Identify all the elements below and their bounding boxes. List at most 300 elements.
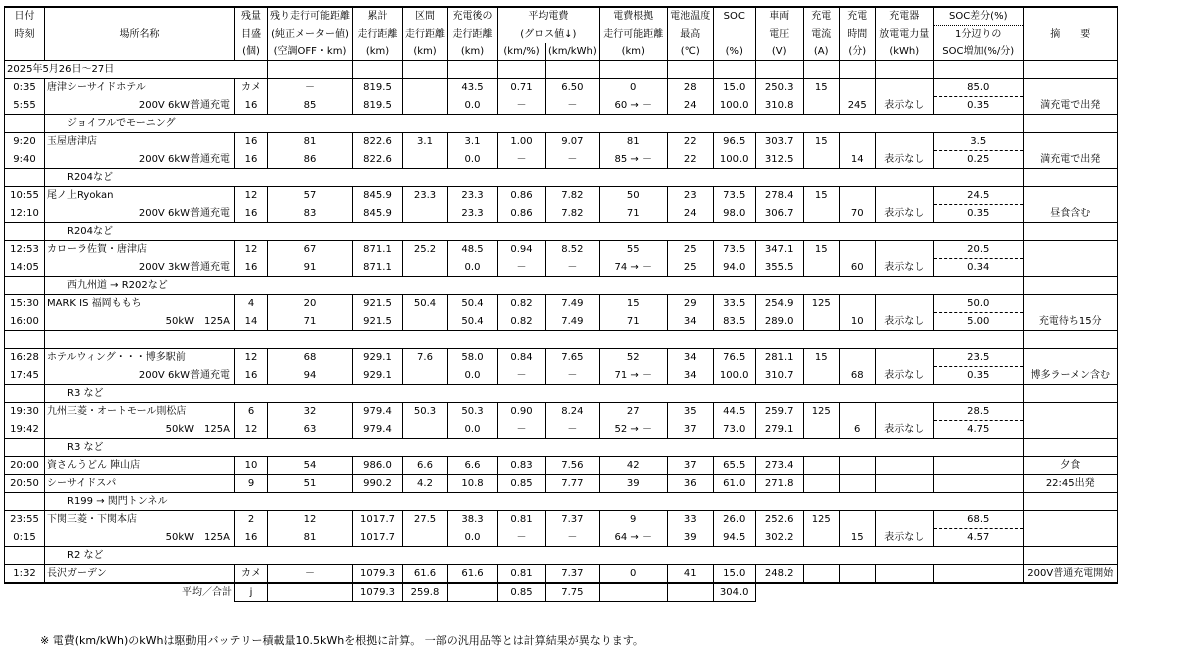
- log-row: [5, 151, 1118, 169]
- cell-basis: 15: [599, 295, 667, 313]
- cell-memo: 満充電で出発: [1023, 151, 1117, 169]
- cell-temp: 34: [667, 313, 713, 331]
- header-c4: (純正メーター値): [268, 26, 353, 44]
- cell-min: [839, 187, 875, 205]
- cell-volt: 347.1: [755, 241, 803, 259]
- cell-kmkwh: －: [546, 367, 600, 385]
- cell-amp: 125: [803, 295, 839, 313]
- cell-after: 23.3: [448, 205, 498, 223]
- header-c12: 車両: [755, 7, 803, 26]
- cell-basis: 39: [599, 475, 667, 493]
- header-c16: SOC増加(%/分): [933, 43, 1023, 61]
- cell-time: 20:50: [5, 475, 45, 493]
- cell-range: 83: [268, 205, 353, 223]
- cell-memo: 22:45出発: [1023, 475, 1117, 493]
- cell-amp: 15: [803, 187, 839, 205]
- cell-socdiff: 0.25: [933, 151, 1023, 169]
- cell-kmpct: 0.81: [498, 511, 546, 529]
- cell-time: 1:32: [5, 565, 45, 584]
- cell-min: [839, 79, 875, 97]
- cell-time: 23:55: [5, 511, 45, 529]
- cell-total: 921.5: [353, 313, 403, 331]
- cell-volt: 289.0: [755, 313, 803, 331]
- cell-kmkwh: －: [546, 97, 600, 115]
- header-c11: (%): [713, 43, 755, 61]
- cell-soc: 100.0: [713, 151, 755, 169]
- cell-amp: 125: [803, 403, 839, 421]
- cell-disp: [875, 295, 933, 313]
- cell-basis: 0: [599, 565, 667, 584]
- cell-socdiff: 20.5: [933, 241, 1023, 259]
- cell-min: [839, 475, 875, 493]
- cell-total: 1079.3: [353, 565, 403, 584]
- cell-temp: 34: [667, 367, 713, 385]
- cell-after: 23.3: [448, 187, 498, 205]
- cell-kmpct: 0.82: [498, 313, 546, 331]
- cell-amp: [803, 565, 839, 584]
- header-c9: 走行可能距離: [599, 26, 667, 44]
- total-kmpct: 0.85: [498, 583, 546, 602]
- cell-kmkwh: 7.82: [546, 205, 600, 223]
- ev-charging-log-table: [4, 6, 1118, 602]
- cell-total: 819.5: [353, 97, 403, 115]
- header-c13: 電流: [803, 26, 839, 44]
- totals-row: [5, 583, 1118, 602]
- cell-time: 0:15: [5, 529, 45, 547]
- cell-memo: 充電待ち15分: [1023, 313, 1117, 331]
- header-c14: (分): [839, 43, 875, 61]
- cell-kmkwh: －: [546, 529, 600, 547]
- route-text: [45, 331, 1024, 349]
- cell-kmkwh: 9.07: [546, 133, 600, 151]
- log-row: [5, 529, 1118, 547]
- cell-amp: 125: [803, 511, 839, 529]
- log-row: [5, 187, 1118, 205]
- cell-after: 0.0: [448, 421, 498, 439]
- header-c6: 走行距離: [403, 26, 448, 44]
- header-row: [5, 7, 1118, 26]
- cell-range: 20: [268, 295, 353, 313]
- header-c8: 平均電費: [498, 7, 600, 26]
- cell-amp: [803, 259, 839, 277]
- cell-socdiff: 85.0: [933, 79, 1023, 97]
- cell-place: 200V 6kW普通充電: [45, 97, 235, 115]
- header-c7: 走行距離: [448, 26, 498, 44]
- cell-basis: 52: [599, 349, 667, 367]
- cell-gauge: 6: [235, 403, 268, 421]
- cell-kmpct: －: [498, 97, 546, 115]
- cell-volt: 310.8: [755, 97, 803, 115]
- cell-section: 6.6: [403, 457, 448, 475]
- cell-volt: 254.9: [755, 295, 803, 313]
- header-c5: 累計: [353, 7, 403, 26]
- cell-amp: [803, 313, 839, 331]
- cell-amp: [803, 367, 839, 385]
- cell-soc: 76.5: [713, 349, 755, 367]
- cell-temp: 22: [667, 133, 713, 151]
- cell-min: 70: [839, 205, 875, 223]
- cell-min: 10: [839, 313, 875, 331]
- cell-memo: 200V普通充電開始: [1023, 565, 1117, 584]
- cell-kmkwh: 6.50: [546, 79, 600, 97]
- cell-gauge: 12: [235, 421, 268, 439]
- cell-range: 63: [268, 421, 353, 439]
- cell-memo: [1023, 259, 1117, 277]
- cell-volt: 279.1: [755, 421, 803, 439]
- cell-min: [839, 565, 875, 584]
- cell-place: 50kW 125A: [45, 529, 235, 547]
- cell-time: 16:00: [5, 313, 45, 331]
- cell-place: 下関三菱・下関本店: [45, 511, 235, 529]
- cell-min: [839, 511, 875, 529]
- cell-total: 990.2: [353, 475, 403, 493]
- cell-total: 921.5: [353, 295, 403, 313]
- route-row: [5, 115, 1118, 133]
- cell-kmpct: 0.82: [498, 295, 546, 313]
- log-row: [5, 133, 1118, 151]
- cell-volt: 273.4: [755, 457, 803, 475]
- cell-range: 81: [268, 529, 353, 547]
- cell-section: [403, 205, 448, 223]
- cell-basis: 64 → －: [599, 529, 667, 547]
- header-c7: (km): [448, 43, 498, 61]
- cell-min: 6: [839, 421, 875, 439]
- cell-range: －: [268, 565, 353, 584]
- cell-place: 200V 6kW普通充電: [45, 151, 235, 169]
- cell-memo: 夕食: [1023, 457, 1117, 475]
- cell-amp: [803, 457, 839, 475]
- cell-section: [403, 421, 448, 439]
- cell-section: [403, 529, 448, 547]
- cell-kmkwh: 7.82: [546, 187, 600, 205]
- header-c15: 放電電力量: [875, 26, 933, 44]
- log-row: [5, 457, 1118, 475]
- cell-min: 15: [839, 529, 875, 547]
- cell-section: 23.3: [403, 187, 448, 205]
- cell-basis: 52 → －: [599, 421, 667, 439]
- route-text: R3 など: [45, 439, 1024, 457]
- cell-soc: 33.5: [713, 295, 755, 313]
- cell-range: 85: [268, 97, 353, 115]
- cell-after: 0.0: [448, 259, 498, 277]
- cell-socdiff: 3.5: [933, 133, 1023, 151]
- cell-memo: [1023, 187, 1117, 205]
- cell-soc: 73.0: [713, 421, 755, 439]
- header-c15: (kWh): [875, 43, 933, 61]
- cell-kmpct: －: [498, 151, 546, 169]
- cell-after: 10.8: [448, 475, 498, 493]
- cell-volt: 302.2: [755, 529, 803, 547]
- cell-section: [403, 367, 448, 385]
- cell-temp: 37: [667, 421, 713, 439]
- cell-range: 91: [268, 259, 353, 277]
- header-c2: [45, 7, 235, 26]
- cell-socdiff: [933, 475, 1023, 493]
- log-row: [5, 565, 1118, 584]
- cell-total: 819.5: [353, 79, 403, 97]
- header-c7: 充電後の: [448, 7, 498, 26]
- cell-volt: 312.5: [755, 151, 803, 169]
- cell-total: 1017.7: [353, 511, 403, 529]
- cell-memo: [1023, 241, 1117, 259]
- cell-after: 61.6: [448, 565, 498, 584]
- cell-memo: [1023, 511, 1117, 529]
- cell-temp: 36: [667, 475, 713, 493]
- cell-section: [403, 79, 448, 97]
- cell-gauge: 12: [235, 187, 268, 205]
- cell-after: 0.0: [448, 367, 498, 385]
- cell-total: 871.1: [353, 241, 403, 259]
- cell-socdiff: 0.35: [933, 97, 1023, 115]
- cell-volt: 252.6: [755, 511, 803, 529]
- cell-disp: [875, 79, 933, 97]
- total-soc: 304.0: [713, 583, 755, 602]
- log-row: [5, 79, 1118, 97]
- cell-section: 50.3: [403, 403, 448, 421]
- cell-range: 81: [268, 133, 353, 151]
- cell-socdiff: [933, 457, 1023, 475]
- cell-memo: [1023, 79, 1117, 97]
- total-total: 1079.3: [353, 583, 403, 602]
- cell-memo: [1023, 403, 1117, 421]
- cell-gauge: 16: [235, 259, 268, 277]
- cell-gauge: 10: [235, 457, 268, 475]
- cell-place: 200V 6kW普通充電: [45, 367, 235, 385]
- cell-basis: 85 → －: [599, 151, 667, 169]
- cell-amp: [803, 151, 839, 169]
- cell-place: 200V 6kW普通充電: [45, 205, 235, 223]
- cell-range: 54: [268, 457, 353, 475]
- route-row: [5, 331, 1118, 349]
- cell-gauge: 12: [235, 349, 268, 367]
- cell-total: 986.0: [353, 457, 403, 475]
- cell-socdiff: 24.5: [933, 187, 1023, 205]
- cell-soc: 65.5: [713, 457, 755, 475]
- log-row: [5, 349, 1118, 367]
- cell-socdiff: 23.5: [933, 349, 1023, 367]
- cell-memo: [1023, 421, 1117, 439]
- cell-range: 86: [268, 151, 353, 169]
- header-c11: [713, 26, 755, 44]
- cell-amp: [803, 475, 839, 493]
- cell-amp: 15: [803, 133, 839, 151]
- log-row: [5, 241, 1118, 259]
- cell-temp: 29: [667, 295, 713, 313]
- cell-kmpct: 0.83: [498, 457, 546, 475]
- cell-amp: [803, 97, 839, 115]
- cell-place: 長沢ガーデン: [45, 565, 235, 584]
- header-c6: 区間: [403, 7, 448, 26]
- cell-disp: [875, 187, 933, 205]
- cell-place: 玉屋唐津店: [45, 133, 235, 151]
- cell-volt: 259.7: [755, 403, 803, 421]
- cell-min: 60: [839, 259, 875, 277]
- cell-kmpct: －: [498, 259, 546, 277]
- cell-socdiff: 50.0: [933, 295, 1023, 313]
- cell-place: ホテルウィング・・・博多駅前: [45, 349, 235, 367]
- route-text: ジョイフルでモーニング: [45, 115, 1024, 133]
- cell-gauge: 16: [235, 205, 268, 223]
- header-c8b: (グロス値↓): [498, 26, 600, 44]
- date-row: [5, 61, 1118, 79]
- cell-disp: 表示なし: [875, 97, 933, 115]
- cell-after: 50.3: [448, 403, 498, 421]
- cell-range: 51: [268, 475, 353, 493]
- route-text: R204など: [45, 169, 1024, 187]
- date-range: 2025年5月26日～27日: [5, 61, 268, 79]
- total-section: 259.8: [403, 583, 448, 602]
- route-row: [5, 385, 1118, 403]
- cell-range: 12: [268, 511, 353, 529]
- cell-kmkwh: 7.65: [546, 349, 600, 367]
- cell-kmkwh: 7.77: [546, 475, 600, 493]
- cell-amp: 15: [803, 79, 839, 97]
- header-c1: [5, 43, 45, 61]
- cell-basis: 81: [599, 133, 667, 151]
- cell-section: [403, 313, 448, 331]
- header-c9: (km): [599, 43, 667, 61]
- cell-after: 6.6: [448, 457, 498, 475]
- log-row: [5, 97, 1118, 115]
- header-c11: SOC: [713, 7, 755, 26]
- cell-soc: 73.5: [713, 241, 755, 259]
- header-c4: (空調OFF・km): [268, 43, 353, 61]
- cell-section: 4.2: [403, 475, 448, 493]
- cell-min: 14: [839, 151, 875, 169]
- cell-time: 12:53: [5, 241, 45, 259]
- log-row: [5, 205, 1118, 223]
- header-c13: (A): [803, 43, 839, 61]
- cell-socdiff: [933, 565, 1023, 584]
- cell-basis: 71: [599, 205, 667, 223]
- log-row: [5, 475, 1118, 493]
- cell-kmkwh: 7.49: [546, 295, 600, 313]
- cell-after: 50.4: [448, 295, 498, 313]
- route-row: [5, 223, 1118, 241]
- cell-time: 12:10: [5, 205, 45, 223]
- cell-kmpct: －: [498, 529, 546, 547]
- cell-disp: [875, 457, 933, 475]
- cell-memo: [1023, 133, 1117, 151]
- log-row: [5, 367, 1118, 385]
- log-row: [5, 403, 1118, 421]
- cell-time: 19:30: [5, 403, 45, 421]
- cell-time: 0:35: [5, 79, 45, 97]
- cell-place: 九州三菱・オートモール則松店: [45, 403, 235, 421]
- cell-basis: 71 → －: [599, 367, 667, 385]
- cell-soc: 61.0: [713, 475, 755, 493]
- cell-kmkwh: 7.37: [546, 565, 600, 584]
- cell-min: [839, 133, 875, 151]
- cell-disp: 表示なし: [875, 367, 933, 385]
- cell-socdiff: 0.34: [933, 259, 1023, 277]
- cell-min: [839, 457, 875, 475]
- cell-volt: 250.3: [755, 79, 803, 97]
- cell-section: [403, 259, 448, 277]
- cell-amp: [803, 205, 839, 223]
- cell-disp: 表示なし: [875, 421, 933, 439]
- cell-gauge: 16: [235, 529, 268, 547]
- cell-socdiff: 68.5: [933, 511, 1023, 529]
- route-row: [5, 547, 1118, 565]
- cell-memo: [1023, 529, 1117, 547]
- cell-place: 50kW 125A: [45, 421, 235, 439]
- cell-kmkwh: 7.37: [546, 511, 600, 529]
- cell-disp: [875, 475, 933, 493]
- cell-soc: 15.0: [713, 565, 755, 584]
- header-c12: 電圧: [755, 26, 803, 44]
- cell-soc: 44.5: [713, 403, 755, 421]
- cell-temp: 39: [667, 529, 713, 547]
- cell-kmpct: 1.00: [498, 133, 546, 151]
- route-row: [5, 439, 1118, 457]
- cell-after: 58.0: [448, 349, 498, 367]
- cell-temp: 35: [667, 403, 713, 421]
- cell-soc: 98.0: [713, 205, 755, 223]
- cell-kmpct: 0.81: [498, 565, 546, 584]
- cell-after: 0.0: [448, 529, 498, 547]
- cell-time: 10:55: [5, 187, 45, 205]
- header-c2: 場所名称: [45, 26, 235, 44]
- cell-kmpct: －: [498, 367, 546, 385]
- cell-memo: 博多ラーメン含む: [1023, 367, 1117, 385]
- cell-time: 15:30: [5, 295, 45, 313]
- cell-gauge: カメ: [235, 565, 268, 584]
- cell-section: 27.5: [403, 511, 448, 529]
- header-c16: SOC差分(%): [933, 7, 1023, 26]
- cell-amp: 15: [803, 241, 839, 259]
- cell-disp: [875, 349, 933, 367]
- header-c8c: (km/%): [498, 43, 546, 61]
- cell-time: 5:55: [5, 97, 45, 115]
- cell-gauge: 12: [235, 241, 268, 259]
- cell-after: 3.1: [448, 133, 498, 151]
- header-c1: 時刻: [5, 26, 45, 44]
- cell-soc: 100.0: [713, 367, 755, 385]
- cell-soc: 94.5: [713, 529, 755, 547]
- cell-time: 16:28: [5, 349, 45, 367]
- total-j: j: [235, 583, 268, 602]
- header-c10: 最高: [667, 26, 713, 44]
- cell-time: 14:05: [5, 259, 45, 277]
- header-c2: [45, 43, 235, 61]
- header-c3: 残量: [235, 7, 268, 26]
- route-row: [5, 493, 1118, 511]
- cell-disp: [875, 241, 933, 259]
- cell-gauge: 16: [235, 133, 268, 151]
- cell-total: 979.4: [353, 421, 403, 439]
- cell-temp: 34: [667, 349, 713, 367]
- cell-temp: 25: [667, 241, 713, 259]
- cell-kmpct: －: [498, 421, 546, 439]
- cell-disp: [875, 565, 933, 584]
- total-label: 平均／合計: [182, 587, 232, 599]
- cell-volt: 281.1: [755, 349, 803, 367]
- cell-time: 19:42: [5, 421, 45, 439]
- footnote: ※ 電費(km/kWh)のkWhは駆動用バッテリー積載量10.5kWhを根拠に計算。 一部の汎用品等とは計算結果が異なります。: [40, 634, 644, 647]
- cell-basis: 74 → －: [599, 259, 667, 277]
- route-text: R204など: [45, 223, 1024, 241]
- cell-temp: 28: [667, 79, 713, 97]
- cell-soc: 100.0: [713, 97, 755, 115]
- cell-place: 唐津シーサイドホテル: [45, 79, 235, 97]
- cell-total: 929.1: [353, 367, 403, 385]
- cell-basis: 55: [599, 241, 667, 259]
- cell-disp: [875, 133, 933, 151]
- cell-min: 245: [839, 97, 875, 115]
- cell-basis: 50: [599, 187, 667, 205]
- cell-section: 50.4: [403, 295, 448, 313]
